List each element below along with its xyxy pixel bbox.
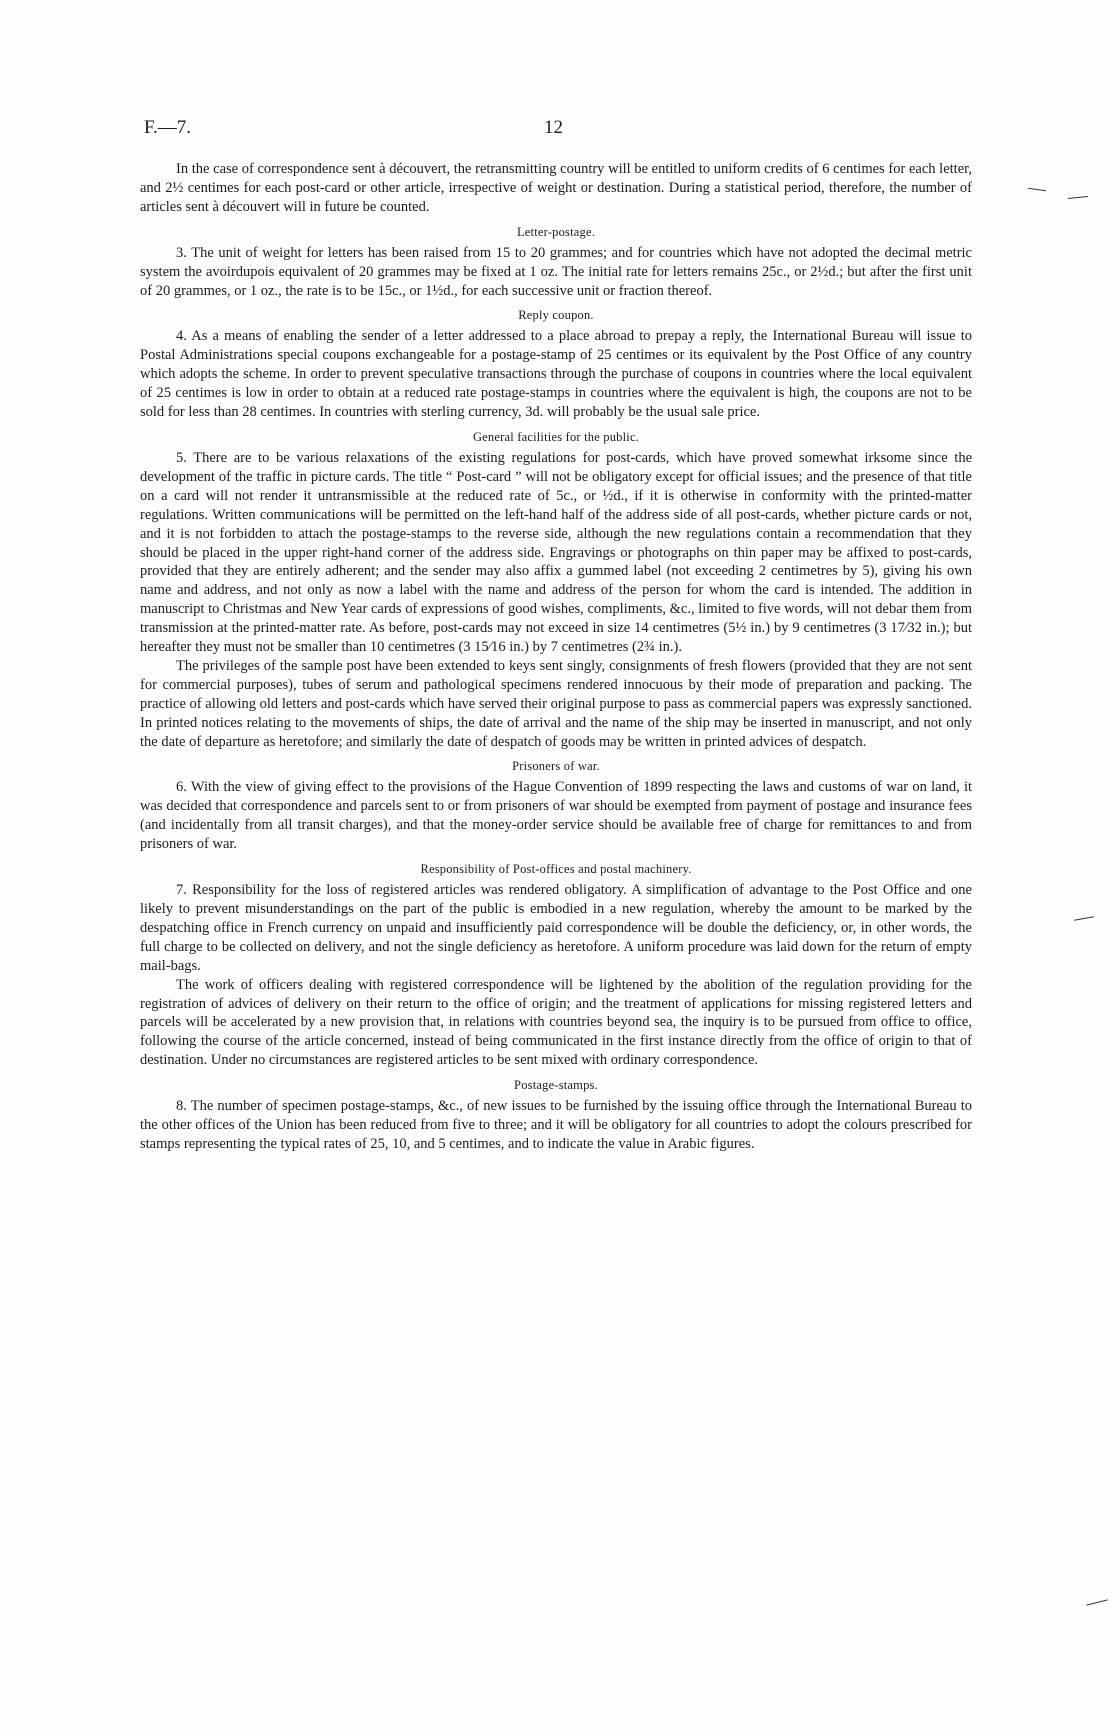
paragraph-5: 5. There are to be various relaxations of the existing regulations for post-cards, which have proved somewhat irksome since the development of the traffic in picture cards. The title “ Post-card ” will not be obligatory except for official issues; and the presence of that title on a card will not render it untransmissible at the reduced rate of 5c., or ½d., if it is otherwise in conformity with the printed-matter regulations. Written communications will be permitted on the left-hand half of the address side of all post-cards, whether picture cards or not, and it is not forbidden to attach the postage-stamps to the reverse side, although the new regulations contain a recommendation that they should be placed in the upper right-hand corner of the address side. Engravings or photographs on thin paper may be affixed to post-cards, provided that they are entirely adherent; and the sender may also affix a gummed label (not exceeding 2 centimetres by 5), giving his own name and address, and not only as now a label with the name and address of the person for whom the card is intended. The addition in manuscript to Christmas and New Year cards of expressions of good wishes, compliments, &c., limited to five words, will not debar them from transmission at the printed-matter rate. As before, post-cards may not exceed in size 14 centimetres (5½ in.) by 9 centimetres (3 17⁄32 in.); but hereafter they must not be smaller than 10 centimetres (3 15⁄16 in.) by 7 centimetres (2¾ in.). [140, 449, 972, 656]
running-header [144, 117, 972, 141]
section-heading-letter-postage: Letter-postage. [516, 224, 596, 239]
section-heading-postage-stamps: Postage-stamps. [514, 1078, 598, 1093]
paragraph-4: 4. As a means of enabling the sender of a letter addressed to a place abroad to prepay a reply, the International Bureau will issue to Postal Administrations special coupons exchangeable for a postage-stamp of 25 centimes or its equivalent by the Post Office of any country which adopts the scheme. In order to prevent speculative transactions through the purchase of coupons in countries where the local equivalent of 25 centimes is low in order to obtain at a reduced rate postage-stamps in countries where the equivalent is high, the coupons are not to be sold for less than 28 centimes. In countries with sterling currency, 3d. will probably be the usual sale price. [140, 328, 972, 421]
document-body [140, 160, 972, 1154]
page-number: 12 [544, 117, 563, 138]
section-heading-responsibility: Responsibility of Post-offices and postal machinery. [420, 862, 692, 877]
paragraph-sample-post: The privileges of the sample post have been extended to keys sent singly, consignments of fresh flowers (provided that they are not sent for commercial purposes), tubes of serum and pathological specimens rendered innocuous by their mode of preparation and packing. The practice of allowing old letters and post-cards which have served their original purpose to pass as commercial papers was expressly sanctioned. In printed notices relating to the movements of ships, the date of arrival and the name of the ship may be inserted in manuscript, and not only the date of departure as heretofore; and similarly the date of despatch of goods may be written in printed advices of despatch. [140, 657, 972, 750]
paragraph-7: 7. Responsibility for the loss of registered articles was rendered obligatory. A simplification of advantage to the Post Office and one likely to prevent misunderstandings on the part of the public is embodied in a new regulation, whereby the amount to be marked by the despatching office in French currency on unpaid and insufficiently paid correspondence will be double the deficiency, or, in other words, the full charge to be collected on delivery, and not the single deficiency as heretofore. A uniform procedure was laid down for the return of empty mail-bags. [140, 882, 972, 974]
margin-mark [1028, 188, 1046, 191]
paragraph-registered: The work of officers dealing with registered correspondence will be lightened by the abolition of the regulation providing for the registration of advices of delivery on their return to the office of origin; and the treatment of applications for missing registered letters and parcels will be accelerated by a new provision that, in relations with countries beyond sea, the inquiry is to be pursued from office to office, following the course of the article concerned, instead of being communicated in the first instance directly from the office of origin to that of destination. Under no circumstances are registered articles to be sent mixed with ordinary correspondence. [140, 976, 972, 1069]
section-heading-reply-coupon: Reply coupon. [518, 308, 594, 323]
section-heading-general-facilities: General facilities for the public. [472, 429, 640, 444]
paragraph-8: 8. The number of specimen postage-stamps, &c., of new issues to be furnished by the issuing office through the International Bureau to the other offices of the Union has been reduced from five to three; and it will be obligatory for all countries to adopt the colours prescribed for stamps representing the typical rates of 25, 10, and 5 centimes, and to indicate the value in Arabic figures. [140, 1098, 972, 1152]
margin-mark [1068, 196, 1088, 199]
paragraph-6: 6. With the view of giving effect to the provisions of the Hague Convention of 1899 respecting the laws and customs of war on land, it was decided that correspondence and parcels sent to or from prisoners of war should be exempted from payment of postage and insurance fees (and incidentally from all transit charges), and that the money-order service should be available free of charge for remittances to and from prisoners of war. [140, 779, 972, 853]
margin-mark [1074, 916, 1094, 920]
section-heading-prisoners-of-war: Prisoners of war. [512, 759, 600, 774]
document-reference: F.—7. [144, 117, 192, 138]
paragraph-3: 3. The unit of weight for letters has been raised from 15 to 20 grammes; and for countries which have not adopted the decimal metric system the avoirdupois equivalent of 20 grammes may be fixed at 1 oz. The initial rate for letters remains 25c., or 2½d.; but after the first unit of 20 grammes, or 1 oz., the rate is to be 15c., or 1½d., for each successive unit or fraction thereof. [140, 244, 972, 299]
paragraph-a-decouvert: In the case of correspondence sent à découvert, the retransmitting country will be entitled to uniform credits of 6 centimes for each letter, and 2½ centimes for each post-card or other article, irrespective of weight or destination. During a statistical period, therefore, the number of articles sent à découvert will in future be counted. [140, 161, 972, 215]
margin-mark [1086, 1599, 1108, 1605]
